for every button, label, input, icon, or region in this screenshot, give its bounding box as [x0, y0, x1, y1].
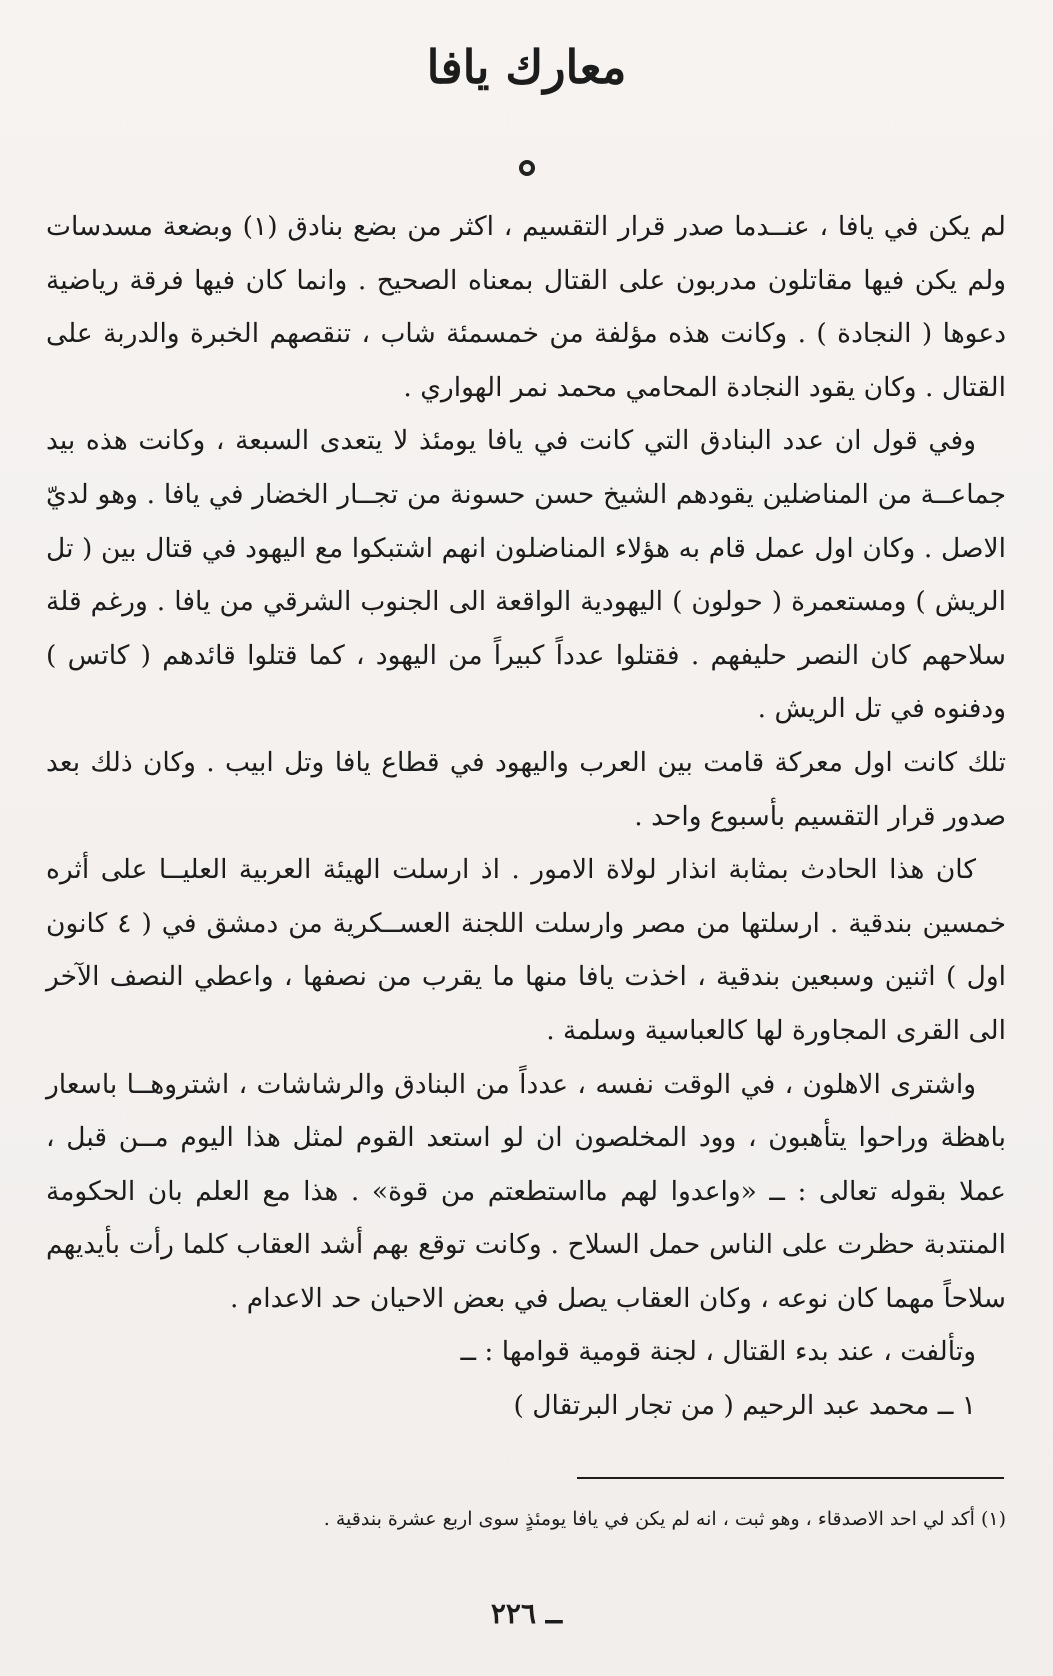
page-number: ــ ٢٢٦	[490, 1597, 563, 1630]
paragraph: وفي قول ان عدد البنادق التي كانت في يافا يومئذ لا يتعدى السبعة ، وكانت هذه بيد جماعــة من المناضلين يقودهم الشيخ حسن حسونة من تجــار الخضار في يافا . وهو لديّ الاصل . وكان اول عمل قام به هؤلاء المناضلون انهم اشتبكوا مع اليهود في قتال بين ( تل الريش ) ومستعمرة ( حولون ) اليهودية الواقعة الى الجنوب الشرقي من يافا . ورغم قلة سلاحهم كان النصر حليفهم . فقتلوا عدداً كبيراً من اليهود ، كما قتلوا قائدهم ( كاتس ) ودفنوه في تل الريش .	[46, 425, 1006, 725]
list-item: ١ ــ محمد عبد الرحيم ( من تجار البرتقال )	[513, 1390, 976, 1422]
paragraph: وتألفت ، عند بدء القتال ، لجنة قومية قوامها : ــ	[460, 1336, 976, 1368]
paragraph: واشترى الاهلون ، في الوقت نفسه ، عدداً من البنادق والرشاشات ، اشتروهــا باسعار باهظة وراحوا يتأهبون ، وود المخلصون ان لو استعد القوم لمثل هذا اليوم مــن قبل ، عملا بقوله تعالى : ــ «واعدوا لهم مااستطعتم من قوة» . هذا مع العلم بان الحكومة المنتدبة حظرت على الناس حمل السلاح . وكانت توقع بهم أشد العقاب كلما رأت بأيديهم سلاحاً مهما كان نوعه ، وكان العقاب يصل في بعض الاحيان حد الاعدام .	[46, 1068, 1006, 1314]
paragraph: تلك كانت اول معركة قامت بين العرب واليهود في قطاع يافا وتل ابيب . وكان ذلك بعد صدور قرار التقسيم بأسبوع واحد .	[46, 746, 1006, 832]
paragraph: لم يكن في يافا ، عنــدما صدر قرار التقسيم ، اكثر من بضع بنادق (١) وبضعة مسدسات ولم يكن فيها مقاتلون مدربون على القتال بمعناه الصحيح . وانما كان فيها فرقة رياضية دعوها ( النجادة ) . وكانت هذه مؤلفة من خمسمئة شاب ، تنقصهم الخبرة والدربة على القتال . وكان يقود النجادة المحامي محمد نمر الهواري .	[46, 211, 1007, 403]
chapter-title: معارك يافا	[426, 40, 627, 94]
ornament-icon	[519, 160, 535, 176]
main-text	[46, 200, 1006, 1433]
footnote: (١) أكد لي احد الاصدقاء ، وهو ثبت ، انه لم يكن في يافا يومئذٍ سوى اربع عشرة بندقية .	[323, 1508, 1006, 1530]
paragraph: كان هذا الحادث بمثابة انذار لولاة الامور . اذ ارسلت الهيئة العربية العليــا على أثره خمسين بندقية . ارسلتها من مصر وارسلت اللجنة العســكرية من دمشق في ( ٤ كانون اول ) اثنين وسبعين بندقية ، اخذت يافا منها ما يقرب من نصفها ، واعطي النصف الآخر الى القرى المجاورة لها كالعباسية وسلمة .	[46, 854, 1006, 1046]
footnote-divider	[577, 1477, 1004, 1479]
